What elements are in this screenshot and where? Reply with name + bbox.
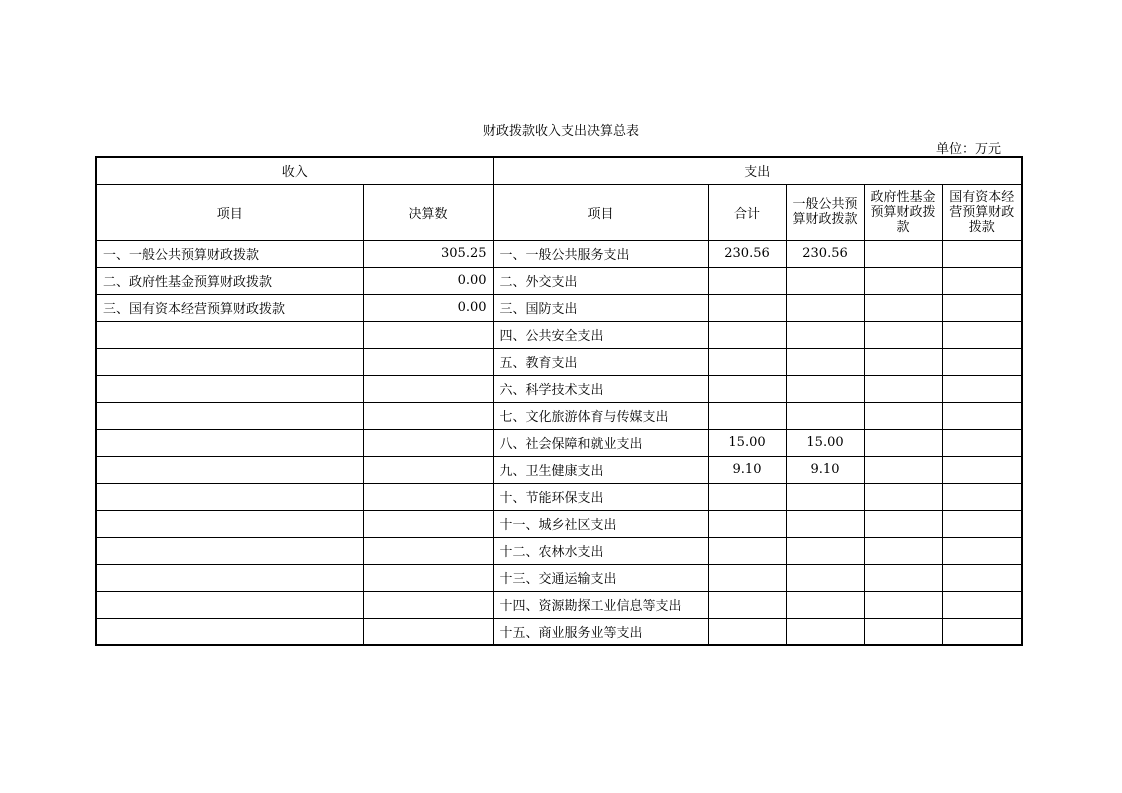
document-title: 财政拨款收入支出决算总表: [482, 124, 639, 139]
total-cell: [708, 348, 786, 375]
fund-budget-cell: [864, 618, 942, 645]
state-capital-cell: [942, 321, 1022, 348]
total-cell: [708, 510, 786, 537]
income-item-cell: [96, 321, 363, 348]
income-item-cell: [96, 537, 363, 564]
fund-budget-cell: [864, 294, 942, 321]
state-capital-cell: [942, 429, 1022, 456]
income-amount-cell: [363, 510, 493, 537]
expense-item-cell: 八、社会保障和就业支出: [493, 429, 708, 456]
general-budget-cell: 15.00: [786, 429, 864, 456]
expense-item-cell: 十一、城乡社区支出: [493, 510, 708, 537]
general-budget-cell: [786, 537, 864, 564]
general-budget-cell: [786, 321, 864, 348]
state-capital-cell: [942, 375, 1022, 402]
expense-item-cell: 十四、资源勘探工业信息等支出: [493, 591, 708, 618]
income-amount-header: 决算数: [363, 184, 493, 240]
table-row: [96, 321, 1022, 348]
income-header: 收入: [96, 157, 493, 184]
general-budget-cell: [786, 294, 864, 321]
income-item-cell: 三、国有资本经营预算财政拨款: [96, 294, 363, 321]
fund-budget-cell: [864, 510, 942, 537]
state-capital-cell: [942, 456, 1022, 483]
total-header: 合计: [708, 184, 786, 240]
total-cell: 15.00: [708, 429, 786, 456]
state-capital-cell: [942, 564, 1022, 591]
state-capital-cell: [942, 348, 1022, 375]
general-budget-cell: [786, 402, 864, 429]
header-row-1: [96, 157, 1022, 184]
table-row: [96, 483, 1022, 510]
fund-budget-cell: [864, 375, 942, 402]
fund-budget-cell: [864, 483, 942, 510]
total-cell: 230.56: [708, 240, 786, 267]
expense-item-cell: 二、外交支出: [493, 267, 708, 294]
expense-item-header: 项目: [493, 184, 708, 240]
table-row: [96, 240, 1022, 267]
fund-budget-cell: [864, 537, 942, 564]
fund-budget-cell: [864, 591, 942, 618]
total-cell: [708, 564, 786, 591]
state-capital-cell: [942, 240, 1022, 267]
fund-budget-cell: [864, 267, 942, 294]
general-budget-cell: [786, 348, 864, 375]
expense-item-cell: 十二、农林水支出: [493, 537, 708, 564]
income-item-cell: [96, 348, 363, 375]
fund-budget-cell: [864, 402, 942, 429]
fund-budget-cell: [864, 240, 942, 267]
general-budget-cell: [786, 267, 864, 294]
income-item-cell: [96, 375, 363, 402]
state-capital-cell: [942, 537, 1022, 564]
fund-budget-cell: [864, 456, 942, 483]
table-row: [96, 294, 1022, 321]
income-amount-cell: [363, 321, 493, 348]
income-item-cell: [96, 402, 363, 429]
total-cell: [708, 402, 786, 429]
total-cell: [708, 591, 786, 618]
expense-item-cell: 五、教育支出: [493, 348, 708, 375]
income-item-cell: [96, 564, 363, 591]
total-cell: [708, 483, 786, 510]
table-row: [96, 402, 1022, 429]
income-item-header: 项目: [96, 184, 363, 240]
fund-budget-header: 政府性基金预算财政拨款: [864, 184, 942, 240]
state-capital-cell: [942, 618, 1022, 645]
total-cell: [708, 321, 786, 348]
general-budget-cell: [786, 510, 864, 537]
income-amount-cell: [363, 375, 493, 402]
general-budget-cell: [786, 375, 864, 402]
budget-summary-table: [95, 156, 1023, 646]
income-amount-cell: [363, 348, 493, 375]
table-row: [96, 618, 1022, 645]
state-capital-cell: [942, 591, 1022, 618]
table-row: [96, 564, 1022, 591]
expense-item-cell: 十三、交通运输支出: [493, 564, 708, 591]
income-amount-cell: [363, 591, 493, 618]
general-budget-cell: [786, 591, 864, 618]
table-row: [96, 510, 1022, 537]
general-budget-cell: 230.56: [786, 240, 864, 267]
unit-label: 单位：万元: [935, 142, 1001, 157]
general-budget-cell: [786, 564, 864, 591]
table-row: [96, 537, 1022, 564]
income-amount-cell: [363, 537, 493, 564]
income-amount-cell: 0.00: [363, 267, 493, 294]
table-row: [96, 591, 1022, 618]
fund-budget-cell: [864, 429, 942, 456]
fund-budget-cell: [864, 564, 942, 591]
income-item-cell: [96, 591, 363, 618]
table-row: [96, 267, 1022, 294]
table-row: [96, 429, 1022, 456]
total-cell: [708, 267, 786, 294]
income-item-cell: [96, 510, 363, 537]
income-amount-cell: [363, 456, 493, 483]
income-amount-cell: [363, 483, 493, 510]
expense-item-cell: 四、公共安全支出: [493, 321, 708, 348]
income-item-cell: 二、政府性基金预算财政拨款: [96, 267, 363, 294]
state-capital-cell: [942, 510, 1022, 537]
total-cell: 9.10: [708, 456, 786, 483]
income-amount-cell: 305.25: [363, 240, 493, 267]
income-item-cell: [96, 456, 363, 483]
income-amount-cell: 0.00: [363, 294, 493, 321]
total-cell: [708, 294, 786, 321]
total-cell: [708, 375, 786, 402]
expense-item-cell: 六、科学技术支出: [493, 375, 708, 402]
total-cell: [708, 618, 786, 645]
income-item-cell: [96, 618, 363, 645]
income-item-cell: [96, 483, 363, 510]
fund-budget-cell: [864, 321, 942, 348]
income-item-cell: 一、一般公共预算财政拨款: [96, 240, 363, 267]
income-item-cell: [96, 429, 363, 456]
table-body: [96, 240, 1022, 645]
table-row: [96, 348, 1022, 375]
income-amount-cell: [363, 402, 493, 429]
expense-item-cell: 一、一般公共服务支出: [493, 240, 708, 267]
table-row: [96, 375, 1022, 402]
total-cell: [708, 537, 786, 564]
expense-header: 支出: [493, 157, 1022, 184]
income-amount-cell: [363, 564, 493, 591]
state-capital-cell: [942, 294, 1022, 321]
header-row-2: [96, 184, 1022, 240]
general-budget-cell: [786, 483, 864, 510]
expense-item-cell: 十五、商业服务业等支出: [493, 618, 708, 645]
expense-item-cell: 七、文化旅游体育与传媒支出: [493, 402, 708, 429]
expense-item-cell: 九、卫生健康支出: [493, 456, 708, 483]
state-capital-cell: [942, 267, 1022, 294]
expense-item-cell: 十、节能环保支出: [493, 483, 708, 510]
table-row: [96, 456, 1022, 483]
fund-budget-cell: [864, 348, 942, 375]
state-capital-cell: [942, 483, 1022, 510]
general-budget-header: 一般公共预算财政拨款: [786, 184, 864, 240]
general-budget-cell: [786, 618, 864, 645]
income-amount-cell: [363, 618, 493, 645]
income-amount-cell: [363, 429, 493, 456]
expense-item-cell: 三、国防支出: [493, 294, 708, 321]
state-capital-cell: [942, 402, 1022, 429]
general-budget-cell: 9.10: [786, 456, 864, 483]
state-capital-header: 国有资本经营预算财政拨款: [942, 184, 1022, 240]
